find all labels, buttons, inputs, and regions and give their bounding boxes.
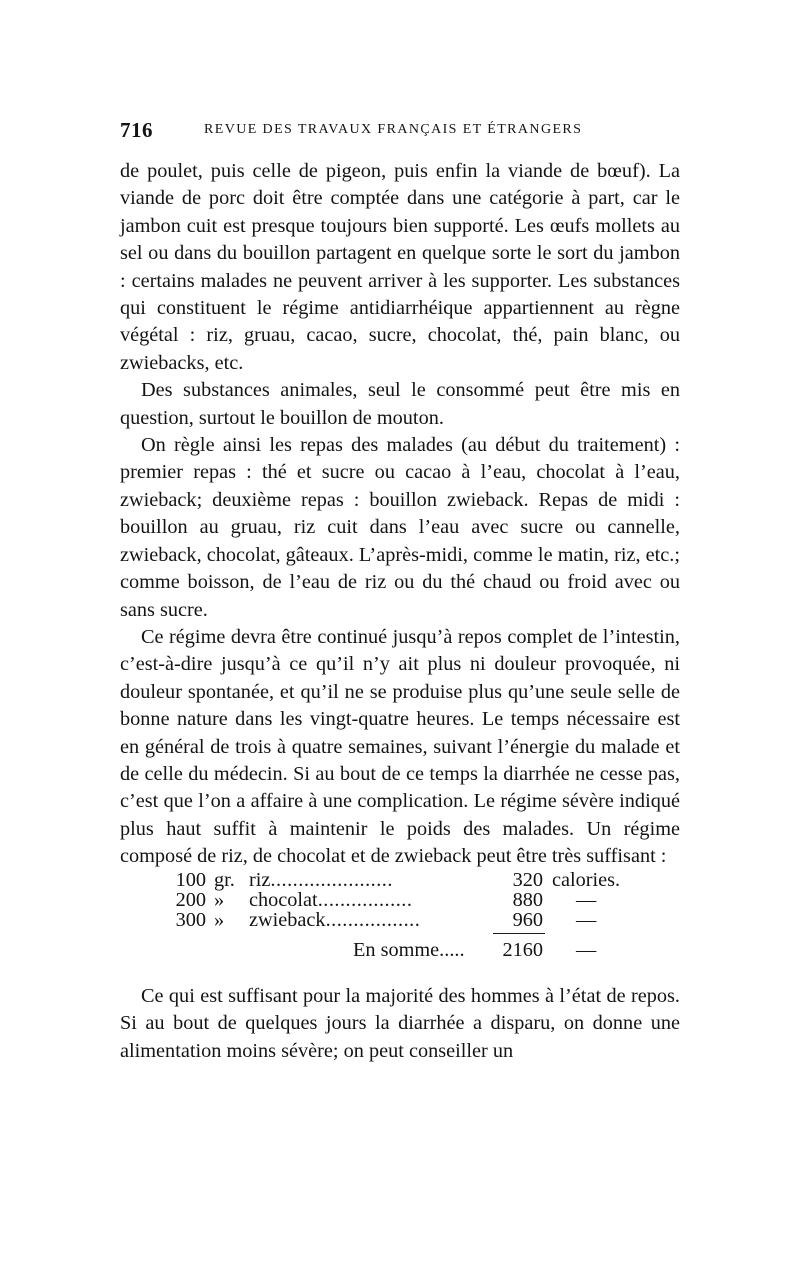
calorie-total-row xyxy=(0,939,800,963)
row-value: 960 xyxy=(512,909,543,931)
row-unit-label: calories. xyxy=(552,869,621,891)
paragraph-3: On règle ainsi les repas des malades (au début du traitement) : premier repas : thé et sucre ou cacao à l’eau, chocolat à l’eau, zwieback; deuxième repas : bouillon zwieback. Repas de midi : bouillon au gruau, riz cuit dans l’eau avec sucre ou cannelle, zwieback, chocolat, gâteaux. L’après-midi, comme le matin, riz, etc.; comme boisson, de l’eau de riz ou du thé chaud ou froid avec ou sans sucre. xyxy=(120,434,680,621)
page-header xyxy=(120,118,680,144)
row-unit: » xyxy=(214,909,225,931)
row-quantity: 300 xyxy=(175,909,206,931)
row-unit: gr. xyxy=(214,869,235,891)
main-text xyxy=(120,158,680,871)
paragraph-2: Des substances animales, seul le consommé peut être mis en question, surtout le bouillon de mouton. xyxy=(120,379,680,429)
running-title: REVUE DES TRAVAUX FRANÇAIS ET ÉTRANGERS xyxy=(204,122,583,137)
row-quantity: 200 xyxy=(175,889,206,911)
row-value: 880 xyxy=(512,889,543,911)
sum-rule xyxy=(493,933,545,934)
row-item-label: riz xyxy=(249,869,271,891)
row-ditto-dash: — xyxy=(576,909,597,931)
row-item-label: chocolat xyxy=(249,889,318,911)
total-label: En somme..... xyxy=(353,939,465,961)
page-number: 716 xyxy=(120,118,153,142)
paragraph-5: Ce qui est suffisant pour la majorité des hommes à l’état de repos. Si au bout de quelques jours la diarrhée a disparu, on donne une alimentation moins sévère; on peut conseiller un xyxy=(120,985,680,1062)
row-quantity: 100 xyxy=(175,869,206,891)
calorie-row xyxy=(0,909,800,933)
row-ditto-dash: — xyxy=(576,889,597,911)
paragraph-4: Ce régime devra être continué jusqu’à repos complet de l’intestin, c’est-à-dire jusqu’à ce qu’il n’y ait plus ni douleur provoquée, ni douleur spontanée, et qu’il ne se produise plus qu’une seule selle de bonne nature dans les vingt-quatre heures. Le temps nécessaire est en général de trois à quatre semaines, suivant l’énergie du malade et de celle du médecin. Si au bout de ce temps la diarrhée ne cesse pas, c’est que l’on a affaire à une complication. Le régime sévère indiqué plus haut suffit à maintenir le poids des malades. Un régime composé de riz, de chocolat et de zwieback peut être très suffisant : xyxy=(120,625,680,868)
row-value: 320 xyxy=(512,869,543,891)
row-item xyxy=(249,909,479,932)
total-ditto-dash: — xyxy=(576,939,597,961)
closing-text xyxy=(120,983,680,1065)
total-value: 2160 xyxy=(502,939,543,961)
paragraph-1: de poulet, puis celle de pigeon, puis enfin la viande de bœuf). La viande de porc doit être comptée dans une catégorie à part, car le jambon cuit est presque toujours bien supporté. Les œufs mollets au sel ou dans du bouillon partagent en quelque sorte le sort du jambon : certains malades ne peuvent arriver à les supporter. Les substances qui constituent le régime antidiarrhéique appartiennent au règne végétal : riz, gruau, cacao, sucre, chocolat, thé, pain blanc, ou zwiebacks, etc. xyxy=(120,160,680,374)
row-leader-dots: ...................... xyxy=(270,869,393,891)
row-unit: » xyxy=(214,889,225,911)
row-item-label: zwieback xyxy=(249,909,326,931)
row-leader-dots: ................. xyxy=(325,909,421,931)
row-leader-dots: ................. xyxy=(317,889,413,911)
